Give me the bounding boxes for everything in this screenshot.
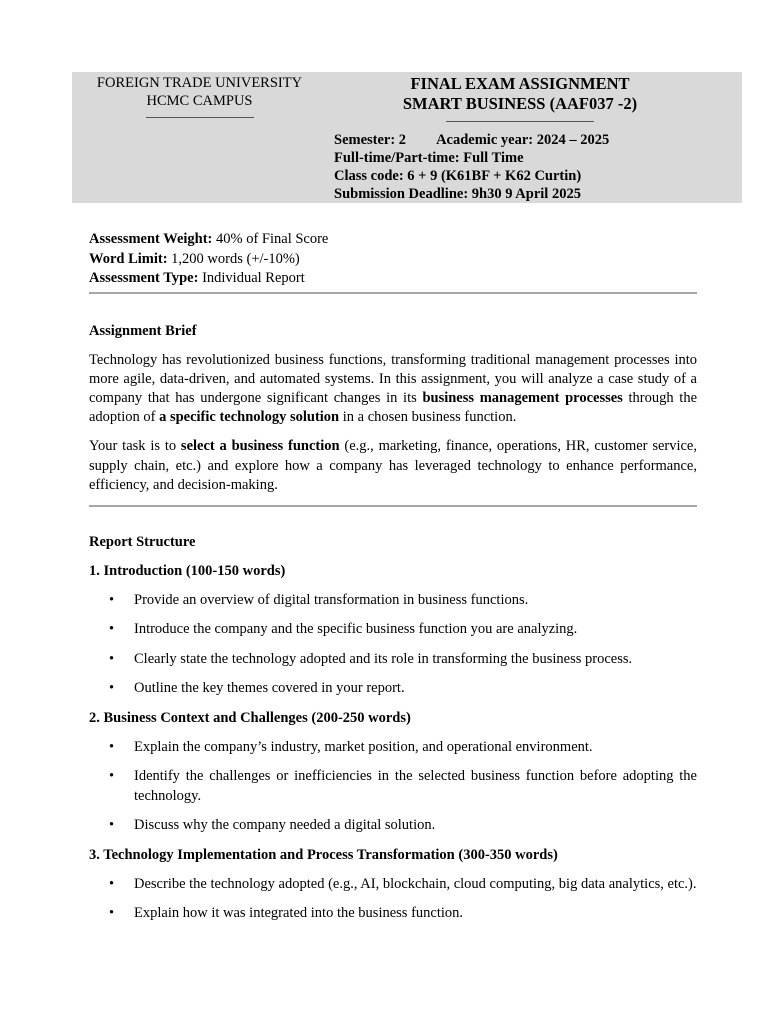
section-divider <box>89 505 697 507</box>
brief-paragraph-1: Technology has revolutionized business functions, transforming traditional management processes into more agile, data-driven, and automated systems. In this assignment, you will analyze a case study of a company that has undergone significant changes in its business management processes through the adoption of a specific technology solution in a chosen business function. <box>89 351 698 426</box>
section-heading-business-context: 2. Business Context and Challenges (200-250 words) <box>89 709 411 726</box>
document-body <box>89 230 697 924</box>
exam-title: FINAL EXAM ASSIGNMENT <box>410 74 630 93</box>
university-block <box>72 74 327 110</box>
study-mode: Full-time/Part-time: Full Time <box>334 150 524 166</box>
word-limit: Word Limit: 1,200 words (+/-10%) <box>89 250 300 267</box>
brief-paragraph-2: Your task is to select a business function (e.g., marketing, finance, operations, HR, customer service, supply chain, etc.) and explore how a company has leveraged technology to enhance performance, efficiency, and decision-making. <box>89 438 697 493</box>
exam-title-block <box>390 74 650 114</box>
bullet-icon: • <box>109 650 115 667</box>
list-item: • Identify the challenges or inefficiencies in the selected business function before adopting the technology. <box>109 768 697 804</box>
bullet-icon: • <box>109 875 115 892</box>
list-item: • Explain how it was integrated into the business function. <box>89 904 697 924</box>
university-underline <box>146 117 254 118</box>
list-item: • Outline the key themes covered in your report. <box>89 679 697 699</box>
section-heading-technology: 3. Technology Implementation and Process Transformation (300-350 words) <box>89 846 558 863</box>
bullet-icon: • <box>109 591 115 608</box>
report-structure-heading: Report Structure <box>89 533 196 550</box>
bullet-icon: • <box>109 905 115 922</box>
list-item: • Introduce the company and the specific business function you are analyzing. <box>89 620 697 640</box>
class-code: Class code: 6 + 9 (K61BF + K62 Curtin) <box>334 168 582 184</box>
bullet-icon: • <box>109 768 115 785</box>
bullet-icon: • <box>109 621 115 638</box>
section-heading-introduction: 1. Introduction (100-150 words) <box>89 562 286 579</box>
course-title: SMART BUSINESS (AAF037 -2) <box>402 94 638 113</box>
list-item: • Provide an overview of digital transformation in business functions. <box>89 591 697 611</box>
section-divider <box>89 292 697 294</box>
submission-deadline: Submission Deadline: 9h30 9 April 2025 <box>334 186 581 202</box>
assignment-brief-heading: Assignment Brief <box>89 322 197 339</box>
assessment-info <box>89 230 697 289</box>
exam-title-underline <box>446 121 594 122</box>
academic-year: Academic year: 2024 – 2025 <box>436 132 610 148</box>
business-context-list <box>89 738 697 836</box>
document-header <box>72 72 742 203</box>
list-item: • Discuss why the company needed a digital solution. <box>89 816 697 836</box>
technology-list <box>89 875 697 924</box>
introduction-list <box>89 591 697 699</box>
semester-line <box>334 131 609 149</box>
campus-name: HCMC CAMPUS <box>146 93 253 109</box>
exam-meta <box>334 131 609 203</box>
bullet-icon: • <box>109 680 115 697</box>
list-item: • Explain the company’s industry, market position, and operational environment. <box>89 738 697 758</box>
list-item: • Clearly state the technology adopted and its role in transforming the business process. <box>89 650 697 670</box>
list-item: • Describe the technology adopted (e.g., AI, blockchain, cloud computing, big data analytics, etc.). <box>89 875 697 895</box>
bullet-icon: • <box>109 817 115 834</box>
semester: Semester: 2 <box>334 132 407 148</box>
assessment-weight: Assessment Weight: 40% of Final Score <box>89 231 329 247</box>
bullet-icon: • <box>109 738 115 755</box>
university-name: FOREIGN TRADE UNIVERSITY <box>96 75 303 91</box>
assessment-type: Assessment Type: Individual Report <box>89 270 305 286</box>
